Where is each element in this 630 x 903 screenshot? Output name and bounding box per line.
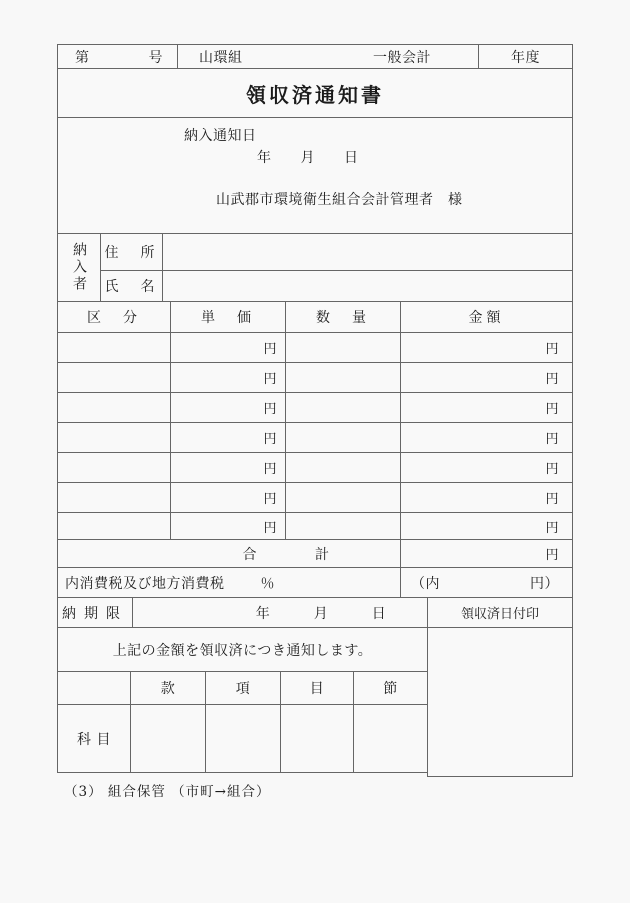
form-title: 領収済通知書 — [246, 82, 384, 107]
item-row-4 — [57, 423, 573, 453]
ko-header-label: 項 — [235, 681, 251, 697]
item-kingaku-cell — [401, 453, 572, 482]
item-tanka-cell — [171, 423, 286, 452]
col-header-kan — [131, 672, 206, 704]
item-suryo-cell — [286, 423, 401, 452]
item-suryo-cell — [286, 393, 401, 422]
notify-date-label: 納入通知日 — [184, 128, 257, 144]
notify-section — [57, 118, 573, 234]
yen-label: 円 — [263, 342, 277, 357]
total-label-cell — [58, 540, 401, 567]
col-header-kubun — [58, 302, 171, 332]
item-kubun-cell — [58, 363, 171, 392]
tax-paren-close: 円） — [530, 575, 559, 592]
suryo-header-label: 数 量 — [316, 310, 370, 326]
receipt-form — [57, 44, 573, 777]
payer-address-row — [101, 234, 572, 271]
tax-label: 内消費税及び地方消費税 — [65, 575, 225, 592]
col-header-kingaku — [401, 302, 572, 332]
payer-name-row — [101, 271, 572, 301]
receipt-stamp-label: 領収済日付印 — [460, 607, 539, 622]
item-row-3 — [57, 393, 573, 423]
item-kingaku-cell — [401, 363, 572, 392]
doc-number-cell — [58, 45, 178, 68]
receipt-stamp-header-cell — [428, 598, 572, 627]
yen-label: 円 — [263, 402, 277, 417]
item-suryo-cell — [286, 333, 401, 362]
item-row-2 — [57, 363, 573, 393]
payer-name-label: 氏 名 — [104, 279, 159, 295]
item-kubun-cell — [58, 513, 171, 539]
payer-group-label: 納入者 — [71, 242, 88, 293]
kingaku-header-label: 金額 — [468, 310, 505, 326]
yen-label: 円 — [263, 462, 277, 477]
item-tanka-cell — [171, 333, 286, 362]
payer-section — [57, 234, 573, 302]
due-date-row — [57, 598, 573, 628]
yen-label: 円 — [263, 372, 277, 387]
doc-number-suffix: 号 — [148, 49, 163, 66]
setsu-header-label: 節 — [383, 681, 398, 697]
addressee-label: 山武郡市環境衛生組合会計管理者 様 — [216, 192, 463, 208]
item-suryo-cell — [286, 513, 401, 539]
item-kingaku-cell — [401, 483, 572, 512]
yen-label: 円 — [545, 432, 559, 447]
item-tanka-cell — [171, 483, 286, 512]
receipt-stamp-box — [427, 628, 573, 777]
item-kingaku-cell — [401, 393, 572, 422]
kubun-header-label: 区 分 — [87, 310, 141, 326]
kan-value-cell — [131, 705, 206, 772]
yen-label: 円 — [263, 432, 277, 447]
fiscal-year-cell — [479, 45, 572, 68]
due-date-label: 納期限 — [62, 605, 128, 622]
tax-paren-open: （内 — [411, 575, 440, 592]
yen-label: 円 — [545, 492, 559, 507]
item-kubun-cell — [58, 393, 171, 422]
payer-name-value-cell — [163, 271, 572, 301]
yen-label: 円 — [263, 520, 277, 536]
col-header-ko — [206, 672, 281, 704]
item-kubun-cell — [58, 483, 171, 512]
tanka-header-label: 単 価 — [201, 310, 255, 326]
payer-address-value-cell — [163, 234, 572, 270]
org-account-cell — [178, 45, 479, 68]
due-date-value-cell — [133, 598, 428, 627]
item-kubun-cell — [58, 333, 171, 362]
item-kubun-cell — [58, 423, 171, 452]
due-date-line: 年 月 日 — [255, 605, 387, 622]
col-header-suryo — [286, 302, 401, 332]
item-kingaku-cell — [401, 333, 572, 362]
items-header-row — [57, 302, 573, 333]
tax-label-cell — [58, 568, 401, 597]
org-abbrev-label: 山環組 — [199, 49, 243, 66]
subjects-label: 科 目 — [77, 731, 111, 748]
notice-text-row — [58, 628, 427, 672]
bottom-section — [57, 628, 573, 777]
item-tanka-cell — [171, 363, 286, 392]
footer-note: （3） 組合保管 （市町→組合） — [64, 784, 271, 800]
item-tanka-cell — [171, 393, 286, 422]
yen-label: 円 — [545, 520, 559, 536]
total-row — [57, 540, 573, 568]
item-row-1 — [57, 333, 573, 363]
doc-number-prefix: 第 — [75, 49, 90, 66]
form-title-row — [57, 69, 573, 118]
yen-label: 円 — [545, 372, 559, 387]
yen-label: 円 — [545, 548, 559, 563]
yen-label: 円 — [545, 342, 559, 357]
total-amount-cell — [401, 540, 572, 567]
subjects-label-cell — [58, 705, 131, 772]
moku-header-label: 目 — [309, 681, 325, 697]
payer-name-label-cell — [101, 271, 163, 301]
item-suryo-cell — [286, 363, 401, 392]
total-label: 合 計 — [242, 546, 330, 563]
item-row-5 — [57, 453, 573, 483]
moku-value-cell — [281, 705, 354, 772]
payer-rows — [101, 234, 572, 301]
item-suryo-cell — [286, 453, 401, 482]
kan-header-label: 款 — [160, 681, 176, 697]
col-header-setsu — [354, 672, 427, 704]
item-kubun-cell — [58, 453, 171, 482]
yen-label: 円 — [545, 462, 559, 477]
item-suryo-cell — [286, 483, 401, 512]
item-row-7 — [57, 513, 573, 540]
notice-text: 上記の金額を領収済につき通知します。 — [112, 642, 373, 659]
ko-value-cell — [206, 705, 281, 772]
col-header-moku — [281, 672, 354, 704]
yen-label: 円 — [263, 492, 277, 507]
item-tanka-cell — [171, 513, 286, 539]
col-header-tanka — [171, 302, 286, 332]
item-kingaku-cell — [401, 513, 572, 539]
yen-label: 円 — [545, 402, 559, 417]
tax-inner-amount-cell — [401, 568, 572, 597]
tax-row — [57, 568, 573, 598]
form-header-row — [57, 45, 573, 69]
item-tanka-cell — [171, 453, 286, 482]
subjects-header-empty-cell — [58, 672, 131, 704]
payer-group-cell — [58, 234, 101, 301]
item-row-6 — [57, 483, 573, 513]
notify-date-line: 年 月 日 — [257, 150, 359, 166]
fiscal-year-label: 年度 — [511, 49, 540, 66]
subjects-header-row — [58, 672, 427, 705]
subjects-value-row — [58, 705, 427, 772]
payer-address-label-cell — [101, 234, 163, 270]
item-kingaku-cell — [401, 423, 572, 452]
tax-percent-sign: ％ — [260, 575, 275, 592]
due-date-label-cell — [58, 598, 133, 627]
payer-address-label: 住 所 — [104, 245, 159, 261]
account-type-label: 一般会計 — [373, 49, 431, 66]
setsu-value-cell — [354, 705, 427, 772]
bottom-left-block — [57, 628, 427, 773]
